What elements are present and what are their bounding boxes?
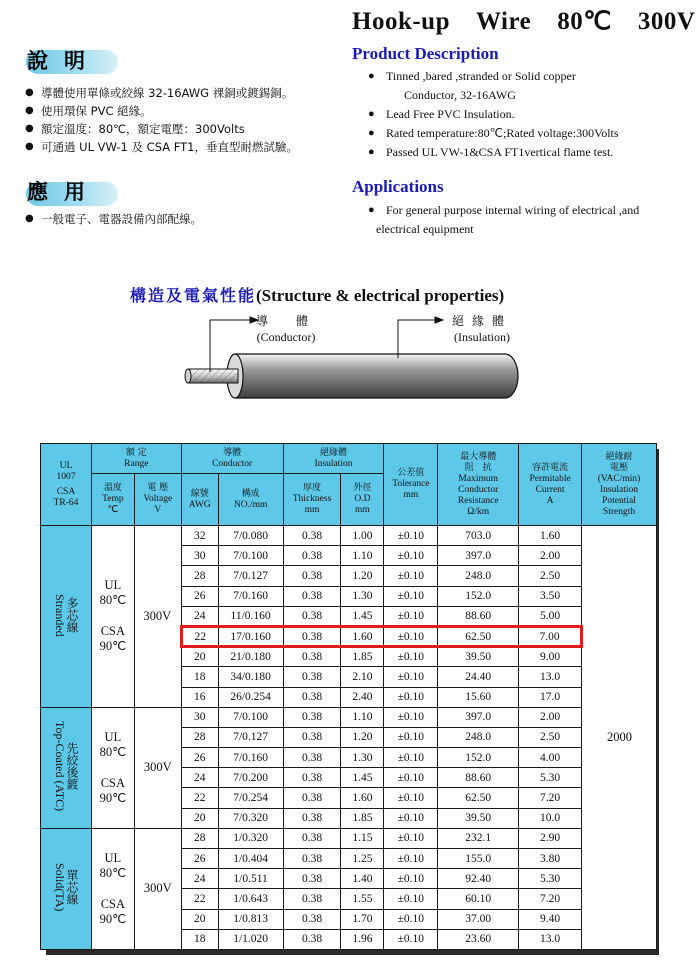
structure-title-zh: 構造及電氣性能	[130, 286, 257, 305]
table-cell: 24	[181, 606, 218, 626]
list-item: ● Rated temperature:80℃;Rated voltage:300Volts	[368, 124, 619, 143]
table-cell: 62.50	[438, 626, 519, 646]
table-cell: 2.00	[519, 546, 582, 566]
table-cell: 1.55	[341, 889, 384, 909]
table-cell: 1.45	[341, 606, 384, 626]
table-cell: 22	[181, 626, 218, 646]
list-item: ● 導體使用單條或絞線 32-16AWG 裸銅或鍍錫銅。	[25, 84, 298, 102]
insulation-callout	[452, 313, 512, 345]
title-part-3: 80℃	[557, 8, 612, 35]
strength-value: 2000	[582, 526, 657, 950]
table-cell: ±0.10	[384, 707, 438, 727]
table-cell: 1/0.511	[218, 869, 283, 889]
table-cell: 2.10	[341, 667, 384, 687]
table-cell: 26	[181, 748, 218, 768]
table-cell: 16	[181, 687, 218, 707]
table-cell: 0.38	[283, 909, 341, 929]
table-cell: 9.00	[519, 647, 582, 667]
header-insulation: 絕緣體 Insulation	[283, 444, 384, 474]
table-cell: 397.0	[438, 707, 519, 727]
table-cell: 1.85	[341, 808, 384, 828]
group-standard: UL 80℃ CSA 90℃	[91, 707, 134, 828]
header-strength: 絕緣耐 電壓 (VAC/min) Insulation Potential Strength	[582, 444, 657, 526]
table-cell: 1.60	[341, 626, 384, 646]
table-cell: 7/0.100	[218, 546, 283, 566]
table-cell: 7/0.127	[218, 566, 283, 586]
table-cell: 248.0	[438, 727, 519, 747]
header-awg: 線號 AWG	[181, 474, 218, 526]
table-cell: 21/0.180	[218, 647, 283, 667]
table-cell: 1/1.020	[218, 929, 283, 949]
table-cell: 0.38	[283, 788, 341, 808]
table-row	[41, 828, 657, 848]
table-cell: 13.0	[519, 667, 582, 687]
header-od: 外徑 O.D mm	[341, 474, 384, 526]
table-cell: 24.40	[438, 667, 519, 687]
table-cell: 23.60	[438, 929, 519, 949]
group-label: 單芯線 Solid(TA)	[41, 828, 92, 949]
table-cell: 1/0.813	[218, 909, 283, 929]
title-part-1: Hook-up	[352, 8, 450, 35]
table-cell: ±0.10	[384, 748, 438, 768]
table-cell: 18	[181, 929, 218, 949]
table-cell: 1.20	[341, 566, 384, 586]
table-cell: 0.38	[283, 586, 341, 606]
group-label: 多芯線 Stranded	[41, 526, 92, 708]
table-cell: 24	[181, 768, 218, 788]
table-cell: ±0.10	[384, 566, 438, 586]
table-cell: ±0.10	[384, 788, 438, 808]
table-cell: 0.38	[283, 768, 341, 788]
table-cell: 0.38	[283, 828, 341, 848]
list-item: ● For general purpose internal wiring of electrical ,and	[368, 201, 639, 220]
table-cell: 26/0.254	[218, 687, 283, 707]
table-cell: 7/0.160	[218, 748, 283, 768]
table-cell: 1.85	[341, 647, 384, 667]
table-cell: 1.45	[341, 768, 384, 788]
en-description-heading: Product Description	[352, 44, 499, 63]
list-item: ● 可通過 UL VW-1 及 CSA FT1，垂直型耐燃試驗。	[25, 138, 298, 156]
table-cell: 28	[181, 828, 218, 848]
zh-description-list	[25, 84, 298, 156]
insulation-label-en: (Insulation)	[454, 330, 510, 344]
header-construction: 構成 NO./mm	[218, 474, 283, 526]
table-cell: 2.90	[519, 828, 582, 848]
table-cell: 7/0.320	[218, 808, 283, 828]
table-cell: ±0.10	[384, 929, 438, 949]
table-cell: 1.20	[341, 727, 384, 747]
header-temp: 溫度 Temp ℃	[91, 474, 134, 526]
table-cell: ±0.10	[384, 727, 438, 747]
table-cell: 232.1	[438, 828, 519, 848]
table-cell: 0.38	[283, 889, 341, 909]
table-cell: 92.40	[438, 869, 519, 889]
table-cell: 5.30	[519, 869, 582, 889]
table-cell: 20	[181, 909, 218, 929]
table-cell: 397.0	[438, 546, 519, 566]
table-cell: ±0.10	[384, 667, 438, 687]
table-cell: 152.0	[438, 586, 519, 606]
table-cell: 1.40	[341, 869, 384, 889]
table-cell: ±0.10	[384, 546, 438, 566]
table-cell: 7.20	[519, 889, 582, 909]
group-voltage: 300V	[134, 526, 181, 708]
table-cell: 7.20	[519, 788, 582, 808]
table-cell: ±0.10	[384, 889, 438, 909]
group-voltage: 300V	[134, 828, 181, 949]
conductor-label-en: (Conductor)	[256, 330, 316, 344]
table-cell: 3.80	[519, 849, 582, 869]
table-cell: 1.25	[341, 849, 384, 869]
list-item: ● Passed UL VW-1&CSA FT1vertical flame test.	[368, 143, 619, 162]
table-cell: 88.60	[438, 768, 519, 788]
table-cell: 1.70	[341, 909, 384, 929]
table-cell: 37.00	[438, 909, 519, 929]
table-cell: 1.30	[341, 748, 384, 768]
table-cell: ±0.10	[384, 828, 438, 848]
table-cell: 18	[181, 667, 218, 687]
table-cell: 9.40	[519, 909, 582, 929]
table-cell: 7/0.160	[218, 586, 283, 606]
list-item: ● Tinned ,bared ,stranded or Solid copper	[368, 67, 619, 86]
table-cell: 1.60	[519, 526, 582, 546]
header-current: 容許電流 Permitable Current A	[519, 444, 582, 526]
table-cell: 5.30	[519, 768, 582, 788]
structure-title-en: (Structure & electrical properties)	[256, 286, 505, 305]
table-cell: 28	[181, 566, 218, 586]
table-cell: 0.38	[283, 566, 341, 586]
table-cell: ±0.10	[384, 687, 438, 707]
table-cell: 0.38	[283, 667, 341, 687]
zh-description-heading: 說明	[27, 49, 101, 73]
table-cell: 1/0.643	[218, 889, 283, 909]
table-cell: 60.10	[438, 889, 519, 909]
table-cell: ±0.10	[384, 849, 438, 869]
list-item-continued: Conductor, 32-16AWG	[404, 88, 516, 102]
group-voltage: 300V	[134, 707, 181, 828]
header-rating: 額 定 Range	[91, 444, 181, 474]
table-cell: ±0.10	[384, 808, 438, 828]
table-cell: 2.50	[519, 727, 582, 747]
title-part-2: Wire	[475, 8, 532, 35]
table-cell: ±0.10	[384, 626, 438, 646]
header-voltage: 電 壓 Voltage V	[134, 474, 181, 526]
zh-application-heading: 應用	[27, 180, 101, 204]
spec-table	[40, 443, 657, 950]
zh-application-list	[25, 210, 202, 228]
group-standard: UL 80℃ CSA 90℃	[91, 526, 134, 708]
table-cell: 11/0.160	[218, 606, 283, 626]
table-cell: 1/0.404	[218, 849, 283, 869]
table-cell: ±0.10	[384, 526, 438, 546]
table-cell: 3.50	[519, 586, 582, 606]
table-cell: 20	[181, 808, 218, 828]
table-cell: 0.38	[283, 929, 341, 949]
table-cell: ±0.10	[384, 869, 438, 889]
insulation-body	[227, 354, 518, 398]
table-cell: 1.00	[341, 526, 384, 546]
table-cell: 7/0.127	[218, 727, 283, 747]
page-title	[352, 6, 697, 36]
table-cell: 15.60	[438, 687, 519, 707]
table-cell: ±0.10	[384, 768, 438, 788]
table-cell: ±0.10	[384, 909, 438, 929]
header-standard: UL 1007 CSA TR-64	[41, 444, 92, 526]
table-cell: 2.50	[519, 566, 582, 586]
table-cell: 7.00	[519, 626, 582, 646]
table-cell: 0.38	[283, 707, 341, 727]
table-row	[41, 526, 657, 546]
table-cell: 155.0	[438, 849, 519, 869]
table-cell: 26	[181, 586, 218, 606]
table-cell: 10.0	[519, 808, 582, 828]
table-cell: 39.50	[438, 808, 519, 828]
table-cell: 1.10	[341, 546, 384, 566]
table-cell: 1.96	[341, 929, 384, 949]
header-thickness: 厚度 Thickness mm	[283, 474, 341, 526]
en-application-list	[368, 201, 639, 239]
group-label: 先絞後鍍 Top-Coated (ATC)	[41, 707, 92, 828]
table-cell: 17.0	[519, 687, 582, 707]
table-cell: 0.38	[283, 626, 341, 646]
table-cell: 152.0	[438, 748, 519, 768]
table-cell: 30	[181, 546, 218, 566]
header-tolerance: 公差值 Tolerance mm	[384, 444, 438, 526]
table-cell: 7/0.254	[218, 788, 283, 808]
list-item: ● 額定溫度：80℃，額定電壓：300Volts	[25, 120, 298, 138]
table-cell: 2.00	[519, 707, 582, 727]
table-cell: 28	[181, 727, 218, 747]
title-part-4: 300V	[637, 8, 696, 35]
table-cell: 0.38	[283, 869, 341, 889]
table-cell: 20	[181, 647, 218, 667]
table-cell: 1/0.320	[218, 828, 283, 848]
table-cell: 1.30	[341, 586, 384, 606]
table-cell: 2.40	[341, 687, 384, 707]
table-cell: 39.50	[438, 647, 519, 667]
conductor-label-zh: 導 體	[256, 314, 317, 328]
header-conductor: 導體 Conductor	[181, 444, 283, 474]
table-cell: 0.38	[283, 748, 341, 768]
table-cell: 0.38	[283, 546, 341, 566]
table-row	[41, 707, 657, 727]
table-cell: ±0.10	[384, 606, 438, 626]
table-cell: 0.38	[283, 727, 341, 747]
table-cell: 88.60	[438, 606, 519, 626]
table-cell: 248.0	[438, 566, 519, 586]
table-cell: 0.38	[283, 687, 341, 707]
list-item: ● 使用環保 PVC 絕緣。	[25, 102, 298, 120]
table-cell: 703.0	[438, 526, 519, 546]
structure-title	[130, 283, 504, 306]
table-cell: ±0.10	[384, 586, 438, 606]
conductor-callout	[256, 313, 316, 345]
table-cell: 32	[181, 526, 218, 546]
table-cell: 0.38	[283, 647, 341, 667]
table-cell: 7/0.200	[218, 768, 283, 788]
table-cell: 0.38	[283, 526, 341, 546]
table-cell: 0.38	[283, 849, 341, 869]
table-cell: 0.38	[283, 606, 341, 626]
table-cell: 13.0	[519, 929, 582, 949]
table-cell: 30	[181, 707, 218, 727]
table-cell: 22	[181, 788, 218, 808]
table-cell: 62.50	[438, 788, 519, 808]
insulation-leader-line	[398, 317, 443, 358]
table-cell: 7/0.080	[218, 526, 283, 546]
en-description-list	[368, 67, 619, 162]
table-cell: 0.38	[283, 808, 341, 828]
table-cell: 1.15	[341, 828, 384, 848]
table-cell: 34/0.180	[218, 667, 283, 687]
en-application-heading: Applications	[352, 177, 444, 196]
conductor-core	[185, 369, 238, 383]
table-cell: 1.10	[341, 707, 384, 727]
table-cell: 5.00	[519, 606, 582, 626]
header-resistance: 最大導體 阻 抗 Maximum Conductor Resistance Ω/km	[438, 444, 519, 526]
group-standard: UL 80℃ CSA 90℃	[91, 828, 134, 949]
insulation-label-zh: 絕緣體	[452, 314, 513, 328]
table-cell: 7/0.100	[218, 707, 283, 727]
spec-table-body	[41, 526, 657, 950]
table-cell: 4.00	[519, 748, 582, 768]
table-cell: 1.60	[341, 788, 384, 808]
table-cell: 22	[181, 889, 218, 909]
list-item: ● 一般電子、電器設備內部配線。	[25, 210, 202, 228]
list-item-continued: electrical equipment	[376, 222, 474, 236]
table-cell: 17/0.160	[218, 626, 283, 646]
list-item: ● Lead Free PVC Insulation.	[368, 105, 619, 124]
table-cell: 24	[181, 869, 218, 889]
table-cell: ±0.10	[384, 647, 438, 667]
table-cell: 26	[181, 849, 218, 869]
